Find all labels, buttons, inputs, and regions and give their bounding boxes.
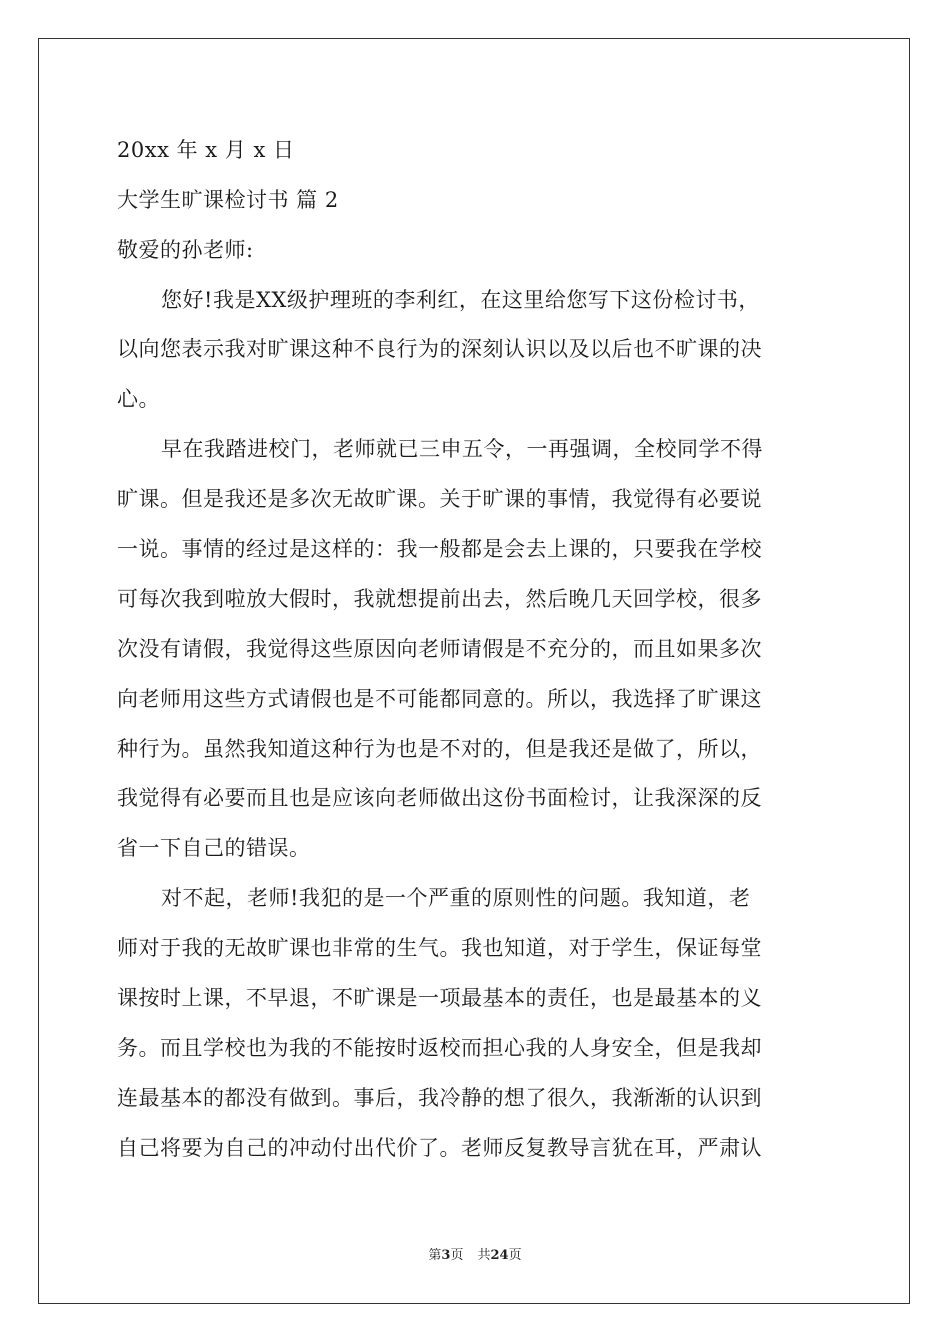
body-line: 师对于我的无故旷课也非常的生气。我也知道，对于学生，保证每堂 — [117, 936, 762, 960]
body-line: 心。 — [117, 387, 160, 411]
page-prefix: 第 — [428, 1248, 442, 1263]
body-line: 可每次我到啦放大假时，我就想提前出去，然后晚几天回学校，很多 — [117, 587, 762, 611]
salutation: 敬爱的孙老师: — [117, 238, 254, 262]
body-line: 务。而且学校也为我的不能按时返校而担心我的人身安全，但是我却 — [117, 1036, 762, 1060]
body-line: 次没有请假，我觉得这些原因向老师请假是不充分的，而且如果多次 — [117, 637, 762, 661]
page-border — [38, 38, 910, 1304]
body-line: 自己将要为自己的冲动付出代价了。老师反复教导言犹在耳，严肃认 — [117, 1136, 762, 1160]
body-line: 早在我踏进校门，老师就已三申五令，一再强调，全校同学不得 — [161, 437, 763, 461]
body-line: 课按时上课，不早退，不旷课是一项最基本的责任，也是最基本的义 — [117, 986, 762, 1010]
page-footer — [0, 1247, 950, 1265]
page-total: 24 — [490, 1248, 509, 1263]
body-line: 种行为。虽然我知道这种行为也是不对的，但是我还是做了，所以， — [117, 737, 762, 761]
total-prefix: 共 — [477, 1248, 491, 1263]
body-line: 我觉得有必要而且也是应该向老师做出这份书面检讨，让我深深的反 — [117, 786, 762, 810]
date-line: 20xx 年 x 月 x 日 — [117, 138, 295, 162]
document-title: 大学生旷课检讨书 篇 2 — [117, 188, 339, 212]
page-current: 3 — [441, 1248, 451, 1263]
body-line: 您好!我是XX级护理班的李利红，在这里给您写下这份检讨书， — [161, 288, 760, 312]
body-line: 连最基本的都没有做到。事后，我冷静的想了很久，我渐渐的认识到 — [117, 1086, 762, 1110]
body-line: 以向您表示我对旷课这种不良行为的深刻认识以及以后也不旷课的决 — [117, 337, 762, 361]
body-line: 对不起，老师!我犯的是一个严重的原则性的问题。我知道，老 — [161, 886, 751, 910]
body-line: 向老师用这些方式请假也是不可能都同意的。所以，我选择了旷课这 — [117, 687, 762, 711]
body-line: 旷课。但是我还是多次无故旷课。关于旷课的事情，我觉得有必要说 — [117, 487, 762, 511]
body-line: 省一下自己的错误。 — [117, 836, 311, 860]
page-suffix: 页 — [450, 1248, 464, 1263]
total-suffix: 页 — [508, 1248, 522, 1263]
body-line: 一说。事情的经过是这样的：我一般都是会去上课的，只要我在学校 — [117, 537, 762, 561]
